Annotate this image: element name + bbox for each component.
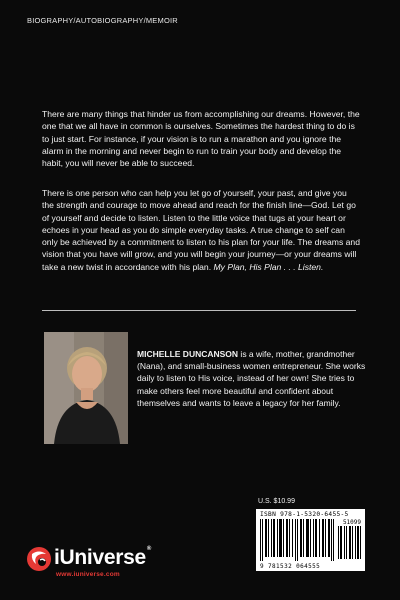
registered-mark: ® — [146, 546, 151, 552]
category-label: BIOGRAPHY/AUTOBIOGRAPHY/MEMOIR — [27, 16, 178, 25]
author-portrait-image — [44, 332, 128, 444]
iuniverse-swirl-icon — [26, 546, 52, 572]
publisher-logo — [26, 544, 166, 584]
ean-digits: 9 781532 064555 — [260, 563, 321, 570]
ean-barcode-bars — [260, 519, 336, 561]
price-code: 51099 — [342, 519, 361, 526]
blurb-paragraph-2-text: There is one person who can help you let go of yourself, your past, and give you the strength and courage to move ahead and reach for the finish line—God. Let go of yourself and decide to listen. Listen to the little voice that tugs at your heart or echoes in your head as you do simple everyday tasks. A true change to self can only be achieved by a commitment to listen to his plan for your life. The dreams and vision that you have will grow, and you will begin your journey—or your dreams will take a new twist in accordance with his plan. — [42, 188, 360, 272]
barcode — [256, 509, 365, 571]
blurb-tagline: My Plan, His Plan . . . Listen. — [213, 261, 324, 272]
author-name: MICHELLE DUNCANSON — [137, 349, 239, 359]
isbn-text: ISBN 978-1-5320-6455-5 — [260, 511, 349, 518]
section-divider — [42, 310, 356, 311]
publisher-name — [54, 546, 151, 570]
author-photo — [44, 332, 128, 444]
blurb-paragraph-2 — [42, 187, 360, 273]
price-barcode-bars — [338, 526, 362, 559]
publisher-name-text: iUniverse — [54, 546, 146, 569]
author-bio — [137, 348, 367, 409]
blurb-paragraph-1: There are many things that hinder us from accomplishing our dreams. However, the one that we all have in common is ourselves. Sometimes the hardest thing to do is to just start. For instance, if your vision is to run a marathon and you ignore the alarm in the morning and never begin to run to train your body and develop the habit, you will never be able to succeed. — [42, 109, 360, 169]
price-label: U.S. $10.99 — [258, 498, 295, 505]
publisher-url: www.iuniverse.com — [56, 571, 120, 578]
author-bio-text: is a wife, mother, grandmother (Nana), and small-business women entrepreneur. She works daily to listen to His voice, instead of her own! She tries to make others feel more beautiful and confident about themselves and wants to leave a legacy for her family. — [137, 349, 366, 408]
